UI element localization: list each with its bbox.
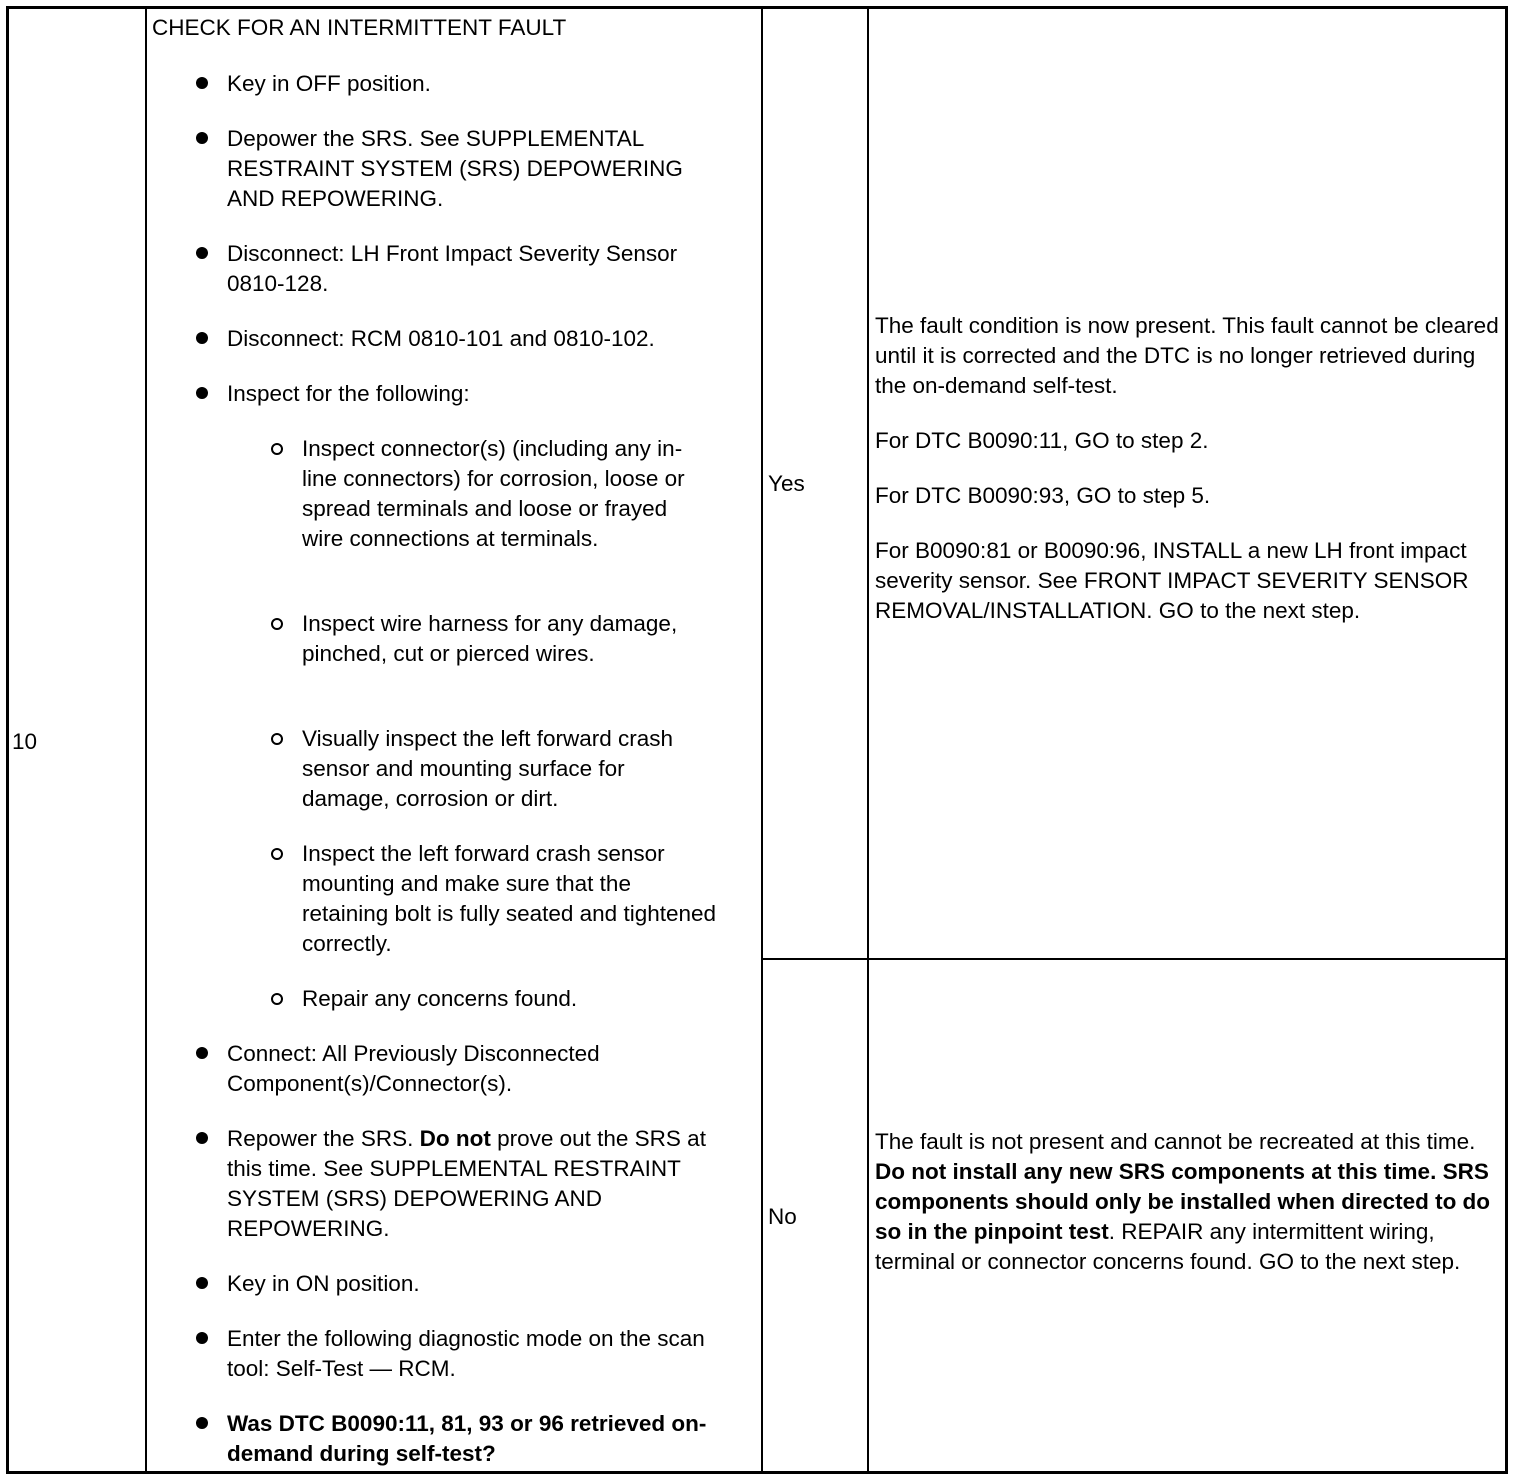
- bullet-icon: [196, 132, 208, 144]
- action-bullet: Enter the following diagnostic mode on the scan tool: Self-Test — RCM.: [227, 1326, 705, 1381]
- bullet-icon: [196, 1047, 208, 1059]
- sub-bullet-icon: [271, 733, 283, 745]
- bullet-icon: [196, 1332, 208, 1344]
- bullet-icon: [196, 1417, 208, 1429]
- sub-bullet-icon: [271, 848, 283, 860]
- step-number: 10: [12, 729, 38, 754]
- column-divider-result: [867, 6, 869, 1474]
- action-bullet: Disconnect: RCM 0810-101 and 0810-102.: [227, 326, 655, 351]
- action-bullet-question: [227, 1409, 727, 1469]
- outcome-yes-label: Yes: [768, 471, 805, 496]
- result-paragraph: For DTC B0090:11, GO to step 2.: [875, 428, 1209, 453]
- action-sub-item: Repair any concerns found.: [302, 986, 578, 1011]
- action-bullet: Connect: All Previously Disconnected Component(s)/Connector(s).: [227, 1041, 600, 1096]
- sub-bullet-icon: [271, 993, 283, 1005]
- bullet-icon: [196, 387, 208, 399]
- result-paragraph: The fault condition is now present. This fault cannot be cleared until it is corrected and the DTC is no longer retrieved during the on-demand self-test.: [875, 313, 1499, 398]
- action-bullet: Key in ON position.: [227, 1271, 420, 1296]
- bullet-icon: [196, 332, 208, 344]
- result-text: The fault is not present and cannot be recreated at this time.: [875, 1129, 1476, 1154]
- result-paragraph: For B0090:81 or B0090:96, INSTALL a new LH front impact severity sensor. See FRONT IMPACT SEVERITY SENSOR REMOVAL/INSTALLATION. GO to the next step.: [875, 538, 1469, 623]
- step-title: CHECK FOR AN INTERMITTENT FAULT: [152, 15, 567, 40]
- sub-bullet-icon: [271, 618, 283, 630]
- bullet-emphasis: Do not: [419, 1126, 491, 1151]
- row-divider-yes-no: [761, 958, 1508, 960]
- bullet-icon: [196, 1277, 208, 1289]
- action-sub-item: Visually inspect the left forward crash sensor and mounting surface for damage, corrosion or dirt.: [302, 726, 674, 811]
- bullet-text: Repower the SRS.: [227, 1126, 420, 1151]
- bullet-icon: [196, 247, 208, 259]
- action-bullet: Disconnect: LH Front Impact Severity Sensor 0810-128.: [227, 241, 678, 296]
- action-bullet: Key in OFF position.: [227, 71, 431, 96]
- column-divider-step: [145, 6, 147, 1474]
- question-text: Was DTC B0090:11, 81, 93 or 96 retrieved on-demand during self-test?: [227, 1411, 707, 1466]
- sub-bullet-icon: [271, 443, 283, 455]
- action-sub-item: Inspect connector(s) (including any in-line connectors) for corrosion, loose or spread terminals and loose or frayed wire connections at terminals.: [302, 436, 685, 551]
- outcome-yes-result: [875, 311, 1500, 651]
- action-bullet: Inspect for the following:: [227, 381, 470, 406]
- result-emphasis: Do not install any new SRS components at this time. SRS components should only be installed when directed to do so in the pinpoint test: [875, 1159, 1491, 1244]
- column-divider-action: [761, 6, 763, 1474]
- result-paragraph: For DTC B0090:93, GO to step 5.: [875, 483, 1211, 508]
- outcome-no-label: No: [768, 1204, 797, 1229]
- bullet-icon: [196, 77, 208, 89]
- bullet-text: prove out the SRS at this time. See SUPPLEMENTAL RESTRAINT SYSTEM (SRS) DEPOWERING AND REPOWERING.: [227, 1126, 706, 1241]
- action-sub-item: Inspect wire harness for any damage, pinched, cut or pierced wires.: [302, 611, 678, 666]
- action-sub-item: Inspect the left forward crash sensor mounting and make sure that the retaining bolt is fully seated and tightened correctly.: [302, 841, 717, 956]
- outcome-no-result: [875, 1127, 1500, 1277]
- result-text: . REPAIR any intermittent wiring, terminal or connector concerns found. GO to the next step.: [875, 1219, 1461, 1274]
- action-bullet: Depower the SRS. See SUPPLEMENTAL RESTRAINT SYSTEM (SRS) DEPOWERING AND REPOWERING.: [227, 126, 683, 211]
- bullet-icon: [196, 1132, 208, 1144]
- action-bullet: [227, 1124, 742, 1244]
